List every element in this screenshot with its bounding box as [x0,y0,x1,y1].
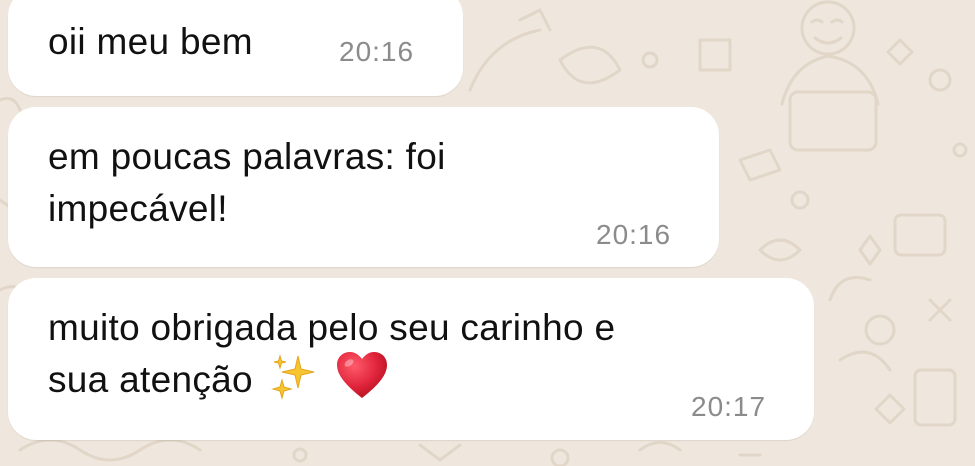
message-text [48,16,253,68]
message-line: sua atenção [48,359,253,400]
message-line: oii meu bem [48,21,253,62]
message-line: muito obrigada pelo seu carinho e [48,307,616,348]
red-heart-icon [334,348,390,404]
message-bubble[interactable] [8,107,719,267]
message-line: impecável! [48,188,228,229]
message-timestamp: 20:17 [691,391,767,422]
message-bubble[interactable] [8,278,814,440]
sparkles-icon [270,352,318,400]
message-line: em poucas palavras: foi [48,136,446,177]
message-timestamp: 20:16 [339,36,415,67]
message-bubble[interactable] [8,0,463,96]
message-timestamp: 20:16 [596,219,672,250]
message-text [48,131,446,235]
message-text [48,302,615,410]
message-line-with-emoji [48,354,615,410]
